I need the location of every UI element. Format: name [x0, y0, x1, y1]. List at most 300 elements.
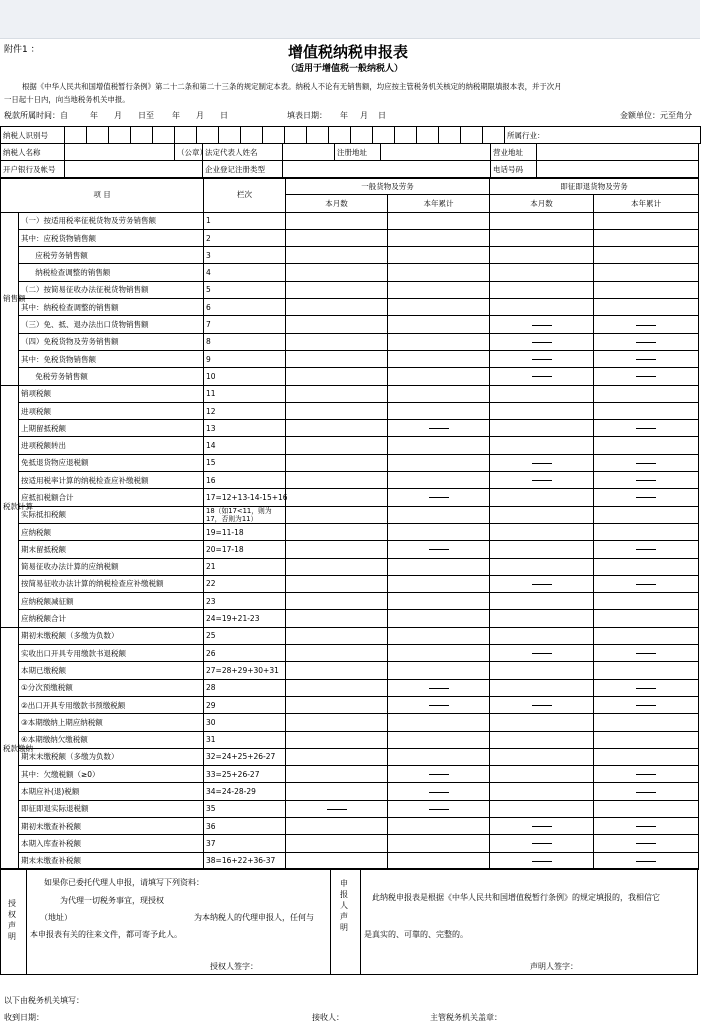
input-cell-refund-year[interactable] [594, 800, 699, 817]
row-item-label: 免税劳务销售额 [19, 368, 204, 385]
input-cell-refund-year[interactable] [594, 506, 699, 523]
seal-label: （公章） [175, 144, 203, 161]
dash-mark [636, 376, 656, 377]
table-row [1, 229, 699, 246]
input-cell-general-year[interactable] [388, 212, 490, 229]
input-cell-general-month[interactable] [286, 593, 388, 610]
input-cell-refund-month[interactable] [490, 627, 594, 644]
input-cell-general-month[interactable] [286, 212, 388, 229]
input-cell-general-month[interactable] [286, 489, 388, 506]
dash-cell-refund-year [594, 575, 699, 592]
dash-mark [636, 843, 656, 844]
row-item-label: 期末未缴查补税额 [19, 852, 204, 869]
input-cell-refund-month[interactable] [490, 679, 594, 696]
fill-day: 日 [378, 111, 386, 120]
input-cell-general-year[interactable] [388, 748, 490, 765]
input-cell-refund-year[interactable] [594, 558, 699, 575]
row-line-number: 8 [204, 333, 286, 350]
dash-cell-refund-month [490, 333, 594, 350]
input-cell-refund-year[interactable] [594, 731, 699, 748]
input-cell-refund-year[interactable] [594, 247, 699, 264]
input-cell-refund-month[interactable] [490, 299, 594, 316]
row-line-number: 33=25+26-27 [204, 766, 286, 783]
row-item-label: 期初未缴查补税额 [19, 817, 204, 834]
input-cell-refund-year[interactable] [594, 402, 699, 419]
input-cell-refund-year[interactable] [594, 627, 699, 644]
industry-label: 所属行业： [505, 127, 701, 144]
input-cell-general-year[interactable] [388, 506, 490, 523]
table-row [1, 420, 699, 437]
input-cell-refund-month[interactable] [490, 264, 594, 281]
input-cell-general-year[interactable] [388, 454, 490, 471]
row-line-number: 30 [204, 714, 286, 731]
row-line-number: 38=16+22+36-37 [204, 852, 286, 869]
id-digit-3[interactable] [109, 127, 131, 144]
input-cell-refund-year[interactable] [594, 437, 699, 454]
row-line-number: 20=17-18 [204, 541, 286, 558]
table-row [1, 402, 699, 419]
dash-cell-refund-year [594, 333, 699, 350]
input-cell-refund-month[interactable] [490, 610, 594, 627]
table-row [1, 835, 699, 852]
table-row [1, 299, 699, 316]
input-cell-refund-year[interactable] [594, 385, 699, 402]
id-digit-9[interactable] [241, 127, 263, 144]
dash-cell-refund-year [594, 835, 699, 852]
table-row [1, 817, 699, 834]
dash-mark [532, 359, 552, 360]
row-item-label: 期初未缴税额（多缴为负数） [19, 627, 204, 644]
table-row [1, 316, 699, 333]
row-line-number: 5 [204, 281, 286, 298]
bank-label: 开户银行及帐号 [1, 161, 65, 178]
table-row [1, 696, 699, 713]
input-cell-general-year[interactable] [388, 593, 490, 610]
dash-cell-general-year [388, 766, 490, 783]
dash-cell-refund-month [490, 454, 594, 471]
business-address-label: 营业地址 [491, 144, 537, 161]
id-digit-12[interactable] [307, 127, 329, 144]
input-cell-general-month[interactable] [286, 662, 388, 679]
dash-mark [636, 688, 656, 689]
row-item-label: 按简易征收办法计算的纳税检查应补缴税额 [19, 575, 204, 592]
dash-mark [532, 463, 552, 464]
input-cell-general-month[interactable] [286, 350, 388, 367]
id-digit-7[interactable] [197, 127, 219, 144]
input-cell-general-year[interactable] [388, 523, 490, 540]
row-item-label: （四）免税货物及劳务销售额 [19, 333, 204, 350]
table-row [1, 783, 699, 800]
row-item-label: 销项税额 [19, 385, 204, 402]
input-cell-general-year[interactable] [388, 852, 490, 869]
auth-side-label: 授权声明 [8, 899, 16, 941]
input-cell-general-month[interactable] [286, 229, 388, 246]
taxpayer-name-label: 纳税人名称 [1, 144, 65, 161]
input-cell-refund-year[interactable] [594, 662, 699, 679]
id-digit-20[interactable] [483, 127, 505, 144]
input-cell-refund-month[interactable] [490, 541, 594, 558]
id-digit-17[interactable] [417, 127, 439, 144]
id-digit-14[interactable] [351, 127, 373, 144]
row-line-number: 19=11-18 [204, 523, 286, 540]
dash-cell-refund-year [594, 817, 699, 834]
dash-mark [532, 376, 552, 377]
input-cell-general-month[interactable] [286, 558, 388, 575]
dash-cell-refund-year [594, 489, 699, 506]
dash-mark [532, 480, 552, 481]
input-cell-refund-month[interactable] [490, 593, 594, 610]
table-row [1, 679, 699, 696]
dash-cell-refund-year [594, 783, 699, 800]
input-cell-refund-month[interactable] [490, 523, 594, 540]
input-cell-general-year[interactable] [388, 610, 490, 627]
input-cell-general-year[interactable] [388, 835, 490, 852]
row-line-number: 24=19+21-23 [204, 610, 286, 627]
dash-mark [636, 549, 656, 550]
input-cell-refund-month[interactable] [490, 420, 594, 437]
input-cell-general-month[interactable] [286, 610, 388, 627]
input-cell-general-year[interactable] [388, 662, 490, 679]
dash-mark [636, 584, 656, 585]
dash-mark [636, 653, 656, 654]
row-line-number: 21 [204, 558, 286, 575]
dash-cell-general-year [388, 783, 490, 800]
input-cell-general-year[interactable] [388, 316, 490, 333]
auth-line-4: 为本纳税人的代理申报人，任何与 [194, 913, 314, 922]
input-cell-refund-year[interactable] [594, 610, 699, 627]
dash-mark [429, 428, 449, 429]
row-line-number: 11 [204, 385, 286, 402]
taxpayer-name-field[interactable] [65, 144, 175, 161]
row-line-number: 22 [204, 575, 286, 592]
row-item-label: 其中：免税货物销售额 [19, 350, 204, 367]
row-line-number: 14 [204, 437, 286, 454]
id-digit-11[interactable] [285, 127, 307, 144]
input-cell-general-year[interactable] [388, 575, 490, 592]
table-row [1, 593, 699, 610]
dash-mark [532, 342, 552, 343]
dash-mark [532, 653, 552, 654]
input-cell-refund-month[interactable] [490, 437, 594, 454]
input-cell-general-month[interactable] [286, 385, 388, 402]
dash-mark [636, 792, 656, 793]
id-digit-6[interactable] [175, 127, 197, 144]
input-cell-general-month[interactable] [286, 541, 388, 558]
input-cell-refund-month[interactable] [490, 402, 594, 419]
input-cell-general-month[interactable] [286, 714, 388, 731]
dash-mark [636, 428, 656, 429]
row-item-label: 期末未缴税额（多缴为负数） [19, 748, 204, 765]
dash-cell-refund-month [490, 368, 594, 385]
row-line-number: 4 [204, 264, 286, 281]
top-toolbar-strip [0, 0, 700, 39]
row-line-number: 27=28+29+30+31 [204, 662, 286, 679]
input-cell-refund-year[interactable] [594, 229, 699, 246]
table-row [1, 610, 699, 627]
dash-cell-refund-month [490, 645, 594, 662]
dash-cell-general-year [388, 541, 490, 558]
dash-cell-refund-month [490, 316, 594, 333]
dash-mark [636, 325, 656, 326]
input-cell-refund-month[interactable] [490, 662, 594, 679]
reg-type-field[interactable] [283, 161, 491, 178]
input-cell-general-year[interactable] [388, 350, 490, 367]
table-row [1, 731, 699, 748]
input-cell-general-year[interactable] [388, 402, 490, 419]
input-cell-refund-year[interactable] [594, 281, 699, 298]
input-cell-refund-year[interactable] [594, 212, 699, 229]
input-cell-general-month[interactable] [286, 783, 388, 800]
auth-line-1: 如果你已委托代理人申报，请填写下列资料： [44, 878, 204, 887]
input-cell-general-year[interactable] [388, 299, 490, 316]
table-row [1, 264, 699, 281]
legal-rep-label: 法定代表人姓名 [203, 144, 283, 161]
row-item-label: 应纳税额 [19, 523, 204, 540]
id-digit-16[interactable] [395, 127, 417, 144]
input-cell-general-month[interactable] [286, 696, 388, 713]
row-line-number: 23 [204, 593, 286, 610]
row-line-number: 18（如17<11，则为17，否则为11） [204, 506, 286, 523]
office-seal-label: 主管税务机关盖章： [430, 1013, 502, 1022]
fill-month: 月 [360, 111, 368, 120]
id-digit-2[interactable] [87, 127, 109, 144]
input-cell-general-month[interactable] [286, 281, 388, 298]
input-cell-refund-month[interactable] [490, 731, 594, 748]
dash-mark [636, 359, 656, 360]
dash-cell-refund-month [490, 852, 594, 869]
table-row [1, 627, 699, 644]
input-cell-refund-year[interactable] [594, 748, 699, 765]
row-line-number: 28 [204, 679, 286, 696]
id-digit-4[interactable] [131, 127, 153, 144]
dash-cell-refund-year [594, 766, 699, 783]
input-cell-general-month[interactable] [286, 766, 388, 783]
office-use-label: 以下由税务机关填写： [4, 996, 84, 1005]
input-cell-general-year[interactable] [388, 817, 490, 834]
input-cell-general-year[interactable] [388, 472, 490, 489]
dash-cell-refund-year [594, 454, 699, 471]
dash-cell-refund-year [594, 679, 699, 696]
fill-year: 年 [340, 111, 348, 120]
input-cell-general-month[interactable] [286, 835, 388, 852]
attachment-label: 附件1 ： [4, 45, 40, 55]
intro-line-2: 一日起十日内，向当地税务机关申报。 [4, 95, 130, 104]
dash-cell-refund-month [490, 575, 594, 592]
input-cell-general-month[interactable] [286, 852, 388, 869]
dash-mark [429, 792, 449, 793]
phone-field[interactable] [537, 161, 699, 178]
input-cell-general-month[interactable] [286, 679, 388, 696]
input-cell-refund-month[interactable] [490, 247, 594, 264]
input-cell-general-month[interactable] [286, 523, 388, 540]
dash-cell-refund-month [490, 835, 594, 852]
input-cell-refund-month[interactable] [490, 714, 594, 731]
col-header-line: 栏次 [204, 178, 286, 213]
dash-mark [429, 549, 449, 550]
row-item-label: 应税劳务销售额 [19, 247, 204, 264]
id-digit-13[interactable] [329, 127, 351, 144]
table-row [1, 489, 699, 506]
table-row [1, 281, 699, 298]
input-cell-general-month[interactable] [286, 731, 388, 748]
section-sales-label: 销售额 [1, 212, 19, 385]
row-line-number: 36 [204, 817, 286, 834]
table-row [1, 800, 699, 817]
input-cell-refund-month[interactable] [490, 783, 594, 800]
row-line-number: 7 [204, 316, 286, 333]
row-item-label: 简易征收办法计算的应纳税额 [19, 558, 204, 575]
input-cell-general-month[interactable] [286, 264, 388, 281]
input-cell-refund-month[interactable] [490, 489, 594, 506]
input-cell-general-year[interactable] [388, 385, 490, 402]
input-cell-refund-month[interactable] [490, 748, 594, 765]
input-cell-general-month[interactable] [286, 368, 388, 385]
dash-cell-refund-year [594, 645, 699, 662]
input-cell-general-month[interactable] [286, 506, 388, 523]
table-row [1, 350, 699, 367]
input-cell-refund-month[interactable] [490, 212, 594, 229]
col-header-refund-year: 本年累计 [594, 195, 699, 212]
input-cell-general-month[interactable] [286, 316, 388, 333]
id-digit-10[interactable] [263, 127, 285, 144]
section-tax-payment-label: 税款缴纳 [1, 627, 19, 869]
id-digit-18[interactable] [439, 127, 461, 144]
table-row [1, 714, 699, 731]
table-row [1, 437, 699, 454]
input-cell-general-year[interactable] [388, 264, 490, 281]
input-cell-general-month[interactable] [286, 748, 388, 765]
input-cell-general-month[interactable] [286, 420, 388, 437]
input-cell-general-year[interactable] [388, 247, 490, 264]
input-cell-general-month[interactable] [286, 247, 388, 264]
dash-mark [327, 809, 347, 810]
reg-address-field[interactable] [381, 144, 491, 161]
input-cell-general-year[interactable] [388, 229, 490, 246]
section-tax-calc-label: 税款计算 [1, 385, 19, 627]
dash-mark [532, 584, 552, 585]
receive-date-label: 收到日期： [4, 1013, 44, 1022]
input-cell-general-month[interactable] [286, 472, 388, 489]
input-cell-general-month[interactable] [286, 333, 388, 350]
input-cell-general-year[interactable] [388, 627, 490, 644]
input-cell-general-month[interactable] [286, 299, 388, 316]
dash-cell-refund-year [594, 472, 699, 489]
row-item-label: 本期已缴税额 [19, 662, 204, 679]
dash-cell-refund-year [594, 696, 699, 713]
input-cell-general-year[interactable] [388, 558, 490, 575]
input-cell-general-month[interactable] [286, 627, 388, 644]
auth-line-5: 本申报表有关的往来文件，都可寄予此人。 [30, 930, 182, 939]
dash-mark [636, 342, 656, 343]
period-year: 年 [90, 111, 98, 120]
input-cell-general-year[interactable] [388, 645, 490, 662]
dash-mark [532, 325, 552, 326]
dash-cell-general-year [388, 489, 490, 506]
dash-mark [636, 705, 656, 706]
dash-mark [636, 861, 656, 862]
input-cell-refund-year[interactable] [594, 299, 699, 316]
input-cell-refund-year[interactable] [594, 714, 699, 731]
id-digit-8[interactable] [219, 127, 241, 144]
id-digit-1[interactable] [65, 127, 87, 144]
input-cell-refund-month[interactable] [490, 558, 594, 575]
row-line-number: 1 [204, 212, 286, 229]
table-row [1, 541, 699, 558]
table-row [1, 472, 699, 489]
id-digit-19[interactable] [461, 127, 483, 144]
taxpayer-info-table [0, 126, 701, 144]
input-cell-refund-month[interactable] [490, 506, 594, 523]
input-cell-general-year[interactable] [388, 437, 490, 454]
taxpayer-id-label: 纳税人识别号 [1, 127, 65, 144]
input-cell-general-month[interactable] [286, 817, 388, 834]
input-cell-refund-month[interactable] [490, 281, 594, 298]
row-item-label: ③本期缴纳上期应纳税额 [19, 714, 204, 731]
row-item-label: （一）按适用税率征税货物及劳务销售额 [19, 212, 204, 229]
table-row [1, 506, 699, 523]
legal-rep-field[interactable] [283, 144, 335, 161]
row-line-number: 10 [204, 368, 286, 385]
dash-cell-refund-year [594, 420, 699, 437]
row-item-label: 应纳税额减征额 [19, 593, 204, 610]
dash-mark [532, 826, 552, 827]
phone-label: 电话号码 [491, 161, 537, 178]
dash-mark [429, 774, 449, 775]
bank-field[interactable] [65, 161, 203, 178]
input-cell-general-year[interactable] [388, 333, 490, 350]
row-item-label: 其中：纳税检查调整的销售额 [19, 299, 204, 316]
decl-signature-label: 声明人签字： [530, 962, 578, 971]
input-cell-general-year[interactable] [388, 281, 490, 298]
business-address-field[interactable] [537, 144, 699, 161]
input-cell-general-month[interactable] [286, 402, 388, 419]
input-cell-general-year[interactable] [388, 368, 490, 385]
col-header-general: 一般货物及劳务 [286, 178, 490, 195]
input-cell-refund-year[interactable] [594, 523, 699, 540]
row-item-label: ②出口开具专用缴款书预缴税额 [19, 696, 204, 713]
id-digit-15[interactable] [373, 127, 395, 144]
input-cell-general-year[interactable] [388, 714, 490, 731]
input-cell-general-month[interactable] [286, 645, 388, 662]
row-line-number: 12 [204, 402, 286, 419]
reg-address-label: 注册地址 [335, 144, 381, 161]
input-cell-refund-month[interactable] [490, 385, 594, 402]
row-line-number: 9 [204, 350, 286, 367]
input-cell-refund-month[interactable] [490, 800, 594, 817]
input-cell-refund-year[interactable] [594, 264, 699, 281]
input-cell-refund-month[interactable] [490, 766, 594, 783]
auth-line-3: （地址） [40, 913, 72, 922]
table-row [1, 333, 699, 350]
dash-mark [636, 480, 656, 481]
table-row [1, 748, 699, 765]
input-cell-general-month[interactable] [286, 437, 388, 454]
input-cell-general-month[interactable] [286, 575, 388, 592]
declaration-main-table [0, 177, 699, 870]
dash-cell-general-year [388, 420, 490, 437]
dash-mark [429, 688, 449, 689]
dash-mark [636, 463, 656, 464]
input-cell-general-year[interactable] [388, 731, 490, 748]
input-cell-refund-month[interactable] [490, 229, 594, 246]
dash-cell-refund-year [594, 368, 699, 385]
col-header-general-year: 本年累计 [388, 195, 490, 212]
decl-line-2: 是真实的、可靠的、完整的。 [364, 930, 468, 939]
id-digit-5[interactable] [153, 127, 175, 144]
input-cell-general-month[interactable] [286, 454, 388, 471]
input-cell-refund-year[interactable] [594, 593, 699, 610]
dash-cell-refund-year [594, 541, 699, 558]
